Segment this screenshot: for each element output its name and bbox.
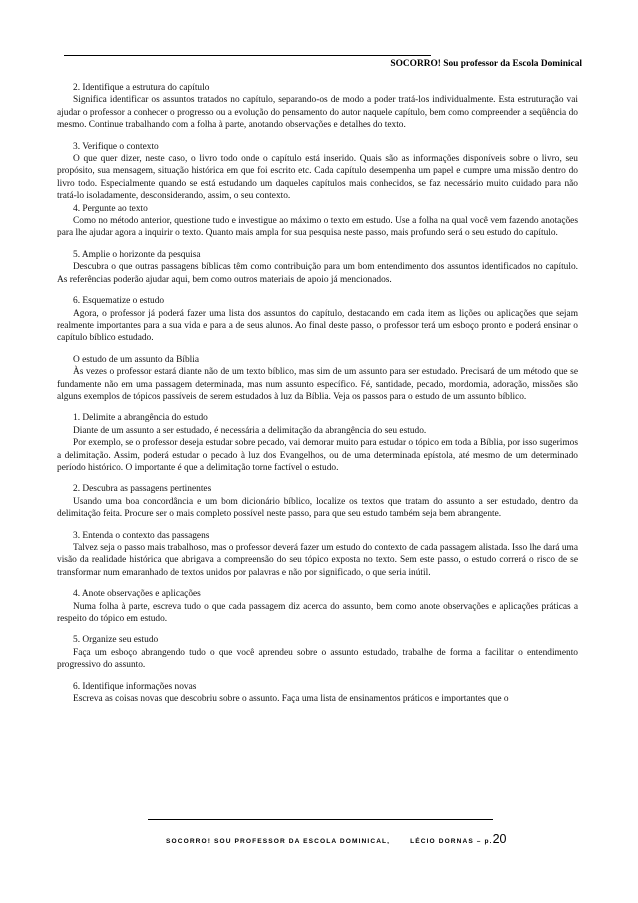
paragraph-gap [57, 132, 578, 141]
paragraph: Diante de um assunto a ser estudado, é necessária a delimitação da abrangência do seu estudo. [73, 425, 427, 436]
section-heading: 4. Anote observações e aplicações [73, 589, 201, 600]
paragraph-gap [57, 240, 578, 249]
section-heading: 6. Identifique informações novas [73, 681, 197, 692]
header-rule [64, 55, 431, 56]
paragraph-gap [57, 672, 578, 681]
section-heading: 2. Identifique a estrutura do capítulo [73, 83, 210, 93]
paragraph: Numa folha à parte, escreva tudo o que cada passagem diz acerca do assunto, bem como anote observações e aplicações práticas a respeito do tópico em estudo. [57, 601, 578, 625]
paragraph-gap [57, 403, 578, 412]
section-heading: 3. Entenda o contexto das passagens [73, 530, 210, 541]
paragraph-gap [57, 474, 578, 483]
paragraph: Descubra o que outras passagens bíblicas têm como contribuição para um bom entendimento dos assuntos identificados no capítulo. As referências poderão ajudar aqui, bem como outros materiais de apoio já mencionados. [57, 262, 578, 285]
footer-book-title: SOCORRO! SOU PROFESSOR DA ESCOLA DOMINICAL, [166, 838, 391, 845]
section-heading: 2. Descubra as passagens pertinentes [73, 484, 212, 495]
paragraph-gap [57, 625, 578, 634]
paragraph: Por exemplo, se o professor deseja estudar sobre pecado, vai demorar muito para estudar o tópico em toda a Bíblia, por isso sugerimos a delimitação. Assim, poderá estudar o pecado à luz dos Evangelhos, ou de uma determinada epístola, até mesmo de um determinado período histórico. O importante é que a delimitação torne factível o estudo. [57, 438, 578, 473]
paragraph: Faça um esboço abrangendo tudo o que você aprendeu sobre o assunto estudado, trabalhe de forma a facilitar o entendimento progressivo do assunto. [57, 647, 578, 671]
footer-author: LÉCIO DORNAS – p. [410, 838, 493, 845]
footer-rule [148, 819, 493, 820]
body-text [57, 82, 578, 705]
paragraph: Agora, o professor já poderá fazer uma lista dos assuntos do capítulo, destacando em cada item as lições ou aplicações que sejam realmente importantes para a sua vida e para a de seus alunos. Ao final deste passo, o professor terá um esboço pronto e poderá ensinar o capítulo bíblico estudado. [57, 308, 578, 344]
paragraph: Usando uma boa concordância e um bom dicionário bíblico, localize os textos que tratam do assunto a ser estudado, dentro da delimitação feita. Procure ser o mais completo possível neste passo, para que seu estudo também seja bem abrangente. [57, 496, 578, 520]
paragraph: Significa identificar os assuntos tratados no capítulo, separando-os de modo a poder tratá-los individualmente. Esta estruturação vai ajudar o professor a conhecer o progresso ou a evolução do pensamento do autor naquele capítulo, bem como compreender a seqüência do mesmo. Continue trabalhando com a folha à parte, anotando observações e detalhes do texto. [57, 95, 578, 131]
paragraph-gap [57, 345, 578, 354]
paragraph-gap [57, 521, 578, 530]
page-number: 20 [492, 832, 507, 846]
paragraph-gap [57, 286, 578, 295]
paragraph: Como no método anterior, questione tudo e investigue ao máximo o texto em estudo. Use a folha na qual você vem fazendo anotações para lhe ajudar agora a inquirir o texto. Quanto mais ampla for sua pesquisa neste passo, mais profundo será o seu estudo do capítulo. [57, 216, 578, 239]
section-heading: 3. Verifique o contexto [73, 141, 159, 152]
section-heading: 6. Esquematize o estudo [73, 296, 165, 307]
section-heading: 1. Delimite a abrangência do estudo [73, 413, 208, 424]
section-heading: 5. Amplie o horizonte da pesquisa [73, 249, 201, 260]
section-heading: O estudo de um assunto da Bíblia [73, 354, 200, 365]
page-footer [166, 830, 526, 848]
paragraph: Às vezes o professor estará diante não de um texto bíblico, mas sim de um assunto para ser estudado. Precisará de um método que se fundamente não em uma passagem determinada, mas num assunto específico. Fé, santidade, pecado, mordomia, adoração, missões são alguns exemplos de tópicos passíveis de serem estudados à luz da Bíblia. Veja os passos para o estudo de um assunto bíblico. [57, 367, 578, 402]
paragraph: Escreva as coisas novas que descobriu sobre o assunto. Faça uma lista de ensinamentos práticos e importantes que o [73, 694, 509, 705]
paragraph: O que quer dizer, neste caso, o livro todo onde o capítulo está inserido. Quais são as informações disponíveis sobre o livro, seu propósito, sua mensagem, situação histórica em que foi escrito etc. Cada capítulo desempenha um papel e cumpre uma missão dentro do livro todo. Especialmente quando se está estudando um daqueles capítulos mais conhecidos, se faz necessário muito cuidado para não tratá-lo isoladamente, desconsiderando, assim, o seu contexto. [57, 154, 578, 202]
section-heading: 4. Pergunte ao texto [73, 203, 148, 214]
running-header: SOCORRO! Sou professor da Escola Dominical [390, 59, 582, 69]
section-heading: 5. Organize seu estudo [73, 635, 159, 646]
paragraph-gap [57, 579, 578, 588]
paragraph: Talvez seja o passo mais trabalhoso, mas o professor deverá fazer um estudo do contexto de cada passagem alistada. Isso lhe dará uma visão da realidade histórica que abrigava a compreensão do seu tópico exposta no texto. Sem este passo, o estudo correrá o risco de se transformar num emaranhado de textos unidos por palavras e não por significado, o que seria inútil. [57, 543, 578, 578]
